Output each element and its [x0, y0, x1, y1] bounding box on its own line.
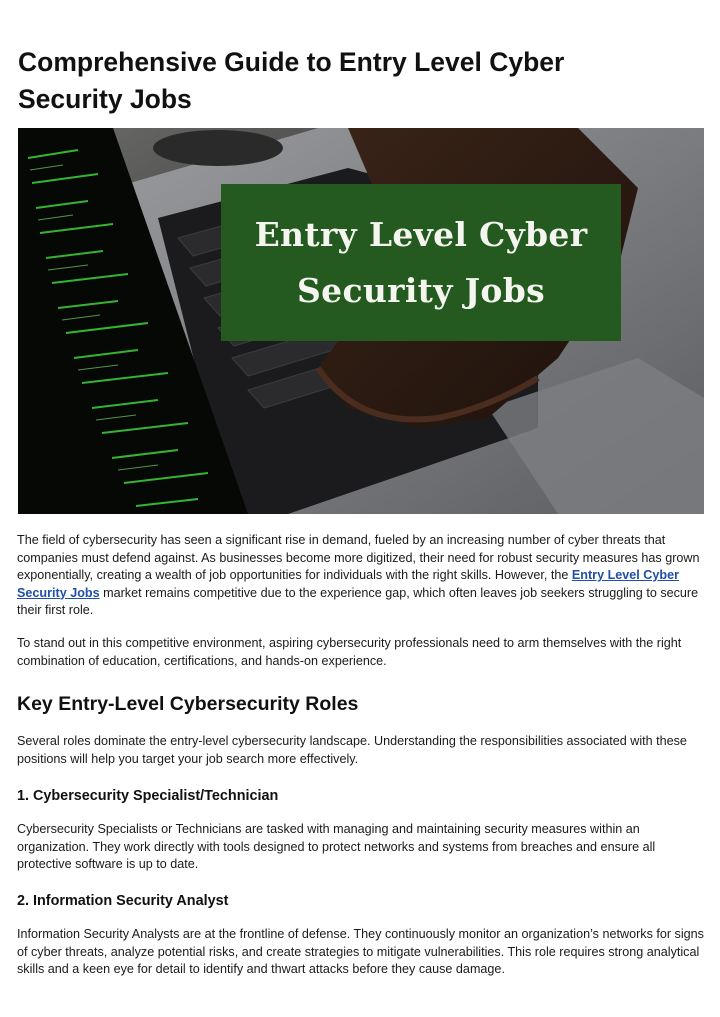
page-title: Comprehensive Guide to Entry Level Cyber Security Jobs — [18, 47, 565, 114]
section-intro-paragraph: Several roles dominate the entry-level cybersecurity landscape. Understanding the responsibilities associated with these positions will help you target your job search more effectively. — [17, 734, 687, 766]
hero-banner — [221, 184, 621, 341]
intro-text-after-link: market remains competitive due to the experience gap, which often leaves job seekers struggling to secure their first role. — [17, 585, 699, 617]
hero-banner-line1: Entry Level Cyber — [254, 214, 588, 254]
role-text-2: Information Security Analysts are at the frontline of defense. They continuously monitor an organization’s networks for signs of cyber threats, analyze potential risks, and create strategies to mitigate vulnerabilities. This role requires strong analytical skills and a keen eye for detail to identify and thwart attacks before they cause damage. — [17, 927, 704, 976]
role-heading-2: 2. Information Security Analyst — [17, 893, 229, 909]
entry-level-jobs-link[interactable]: Entry Level Cyber Security Jobs — [17, 568, 679, 600]
intro-paragraph-2: To stand out in this competitive environment, aspiring cybersecurity professionals need to arm themselves with the right combination of education, certifications, and hands-on experience. — [17, 636, 682, 668]
role-heading-1: 1. Cybersecurity Specialist/Technician — [17, 788, 279, 804]
section-heading: Key Entry-Level Cybersecurity Roles — [17, 693, 359, 715]
hero-banner-line2: Security Jobs — [297, 270, 545, 310]
hero-image — [18, 128, 704, 514]
role-text-1: Cybersecurity Specialists or Technicians are tasked with managing and maintaining security measures within an organization. They work directly with tools designed to protect networks and systems from breaches and ensure all protective software is up to date. — [17, 822, 656, 871]
intro-paragraph-1 — [17, 532, 705, 620]
intro-text-before-link: The field of cybersecurity has seen a significant rise in demand, fueled by an increasing number of cyber threats that companies must defend against. As businesses become more digitized, their need for robust security measures has grown exponentially, creating a wealth of job opportunities for individuals with the right skills. However, the — [17, 533, 700, 582]
